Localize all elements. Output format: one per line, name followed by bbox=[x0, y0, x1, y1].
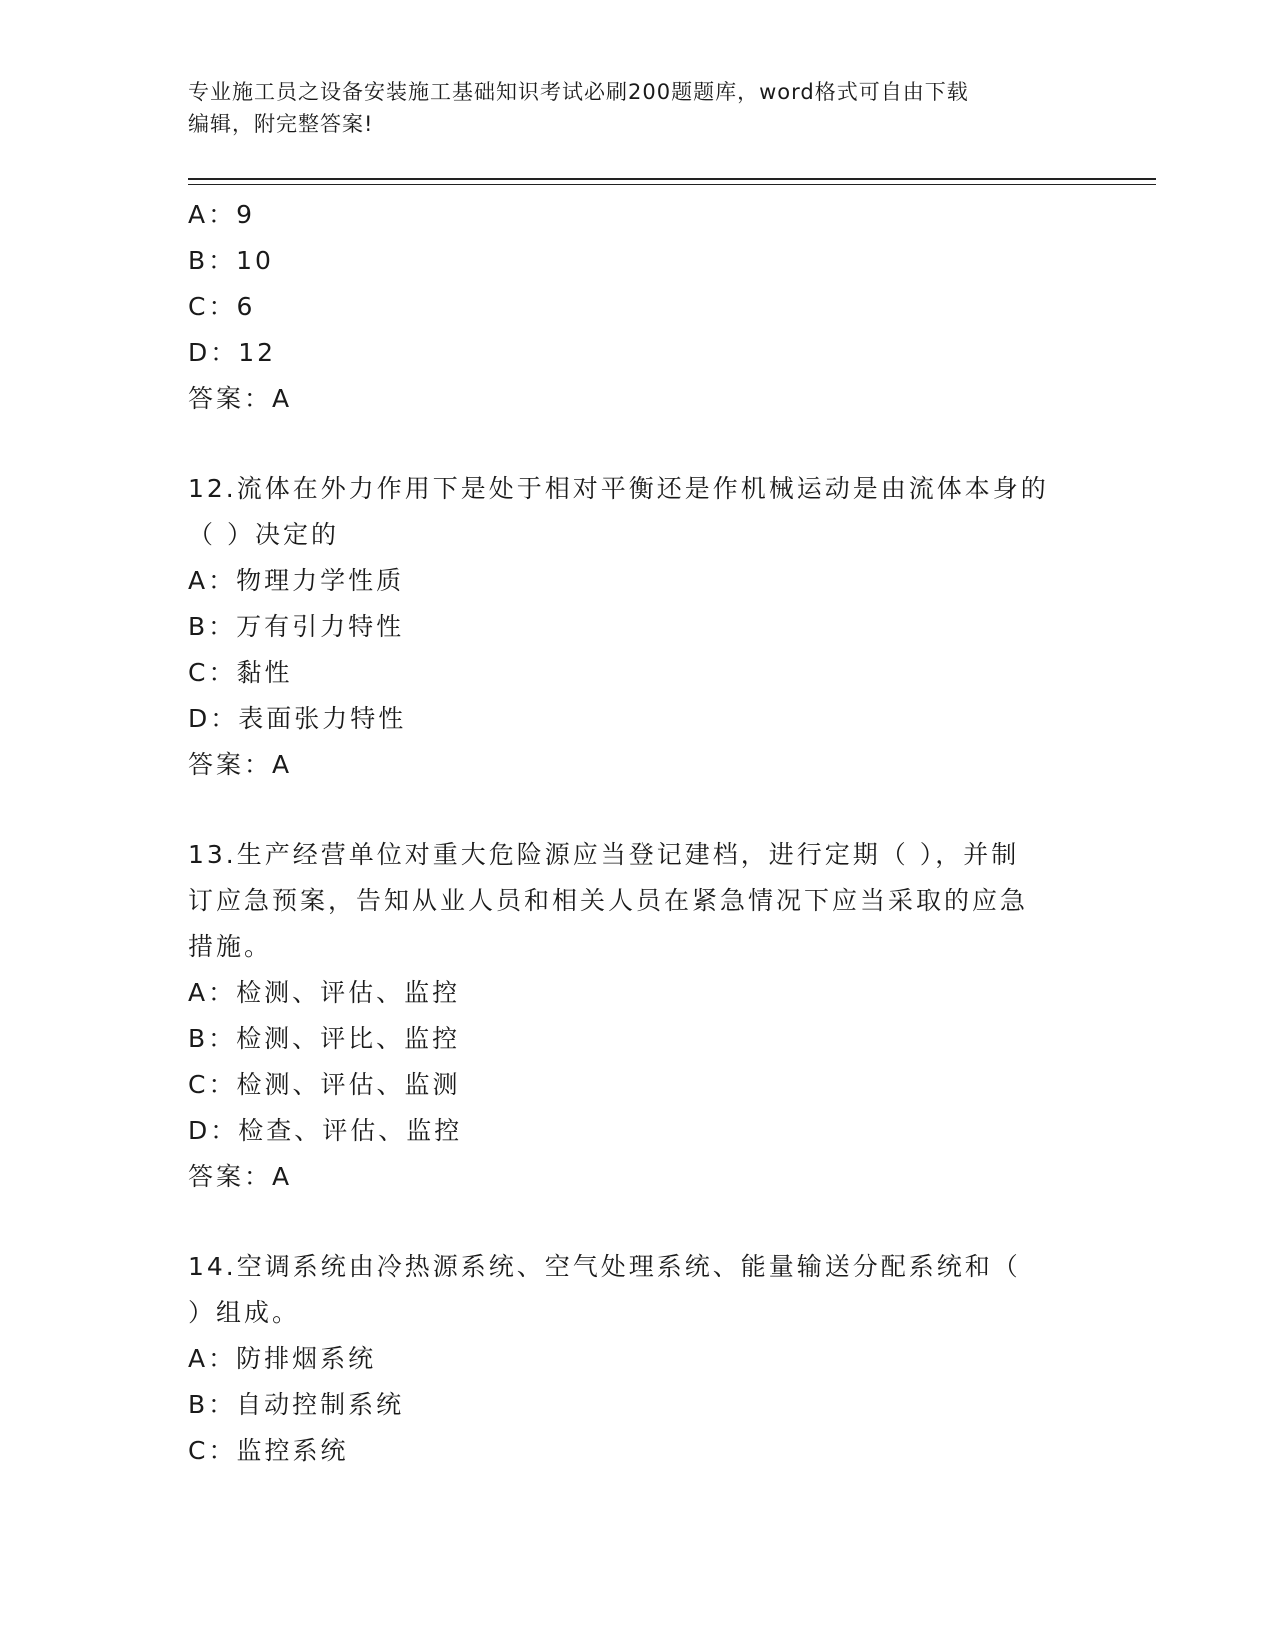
answer: 答案：A bbox=[188, 384, 293, 413]
option-d: D：表面张力特性 bbox=[188, 704, 407, 733]
header-divider bbox=[188, 178, 1156, 185]
option-b: B：检测、评比、监控 bbox=[188, 1024, 461, 1053]
option-d: D：检查、评估、监控 bbox=[188, 1116, 463, 1145]
question-14 bbox=[188, 1244, 1088, 1474]
question-content bbox=[188, 192, 1088, 1474]
header-title-line-1: 专业施工员之设备安装施工基础知识考试必刷200题题库，word格式可自由下载 bbox=[188, 80, 969, 104]
page-header bbox=[188, 76, 1068, 140]
question-text-line-1: 13.生产经营单位对重大危险源应当登记建档，进行定期（ ），并制 bbox=[188, 840, 1020, 869]
option-c: C：6 bbox=[188, 292, 256, 321]
header-title-line-2: 编辑，附完整答案! bbox=[188, 112, 374, 136]
option-b: B：自动控制系统 bbox=[188, 1390, 405, 1419]
option-c: C：黏性 bbox=[188, 658, 293, 687]
question-text-line-1: 12.流体在外力作用下是处于相对平衡还是作机械运动是由流体本身的 bbox=[188, 474, 1049, 503]
question-text-line-2: （ ）决定的 bbox=[188, 520, 339, 549]
answer: 答案：A bbox=[188, 1162, 293, 1191]
question-text-line-1: 14.空调系统由冷热源系统、空气处理系统、能量输送分配系统和（ bbox=[188, 1252, 1021, 1281]
question-11 bbox=[188, 192, 1088, 422]
question-13 bbox=[188, 832, 1088, 1200]
option-a: A：防排烟系统 bbox=[188, 1344, 377, 1373]
option-d: D：12 bbox=[188, 338, 277, 367]
option-b: B：10 bbox=[188, 246, 274, 275]
option-a: A：9 bbox=[188, 200, 256, 229]
question-text-line-3: 措施。 bbox=[188, 932, 273, 961]
option-b: B：万有引力特性 bbox=[188, 612, 405, 641]
answer: 答案：A bbox=[188, 750, 293, 779]
question-text-line-2: 订应急预案，告知从业人员和相关人员在紧急情况下应当采取的应急 bbox=[188, 886, 1029, 915]
question-12 bbox=[188, 466, 1088, 788]
option-a: A：物理力学性质 bbox=[188, 566, 405, 595]
option-c: C：监控系统 bbox=[188, 1436, 349, 1465]
option-a: A：检测、评估、监控 bbox=[188, 978, 461, 1007]
option-c: C：检测、评估、监测 bbox=[188, 1070, 461, 1099]
question-text-line-2: ）组成。 bbox=[188, 1298, 301, 1327]
